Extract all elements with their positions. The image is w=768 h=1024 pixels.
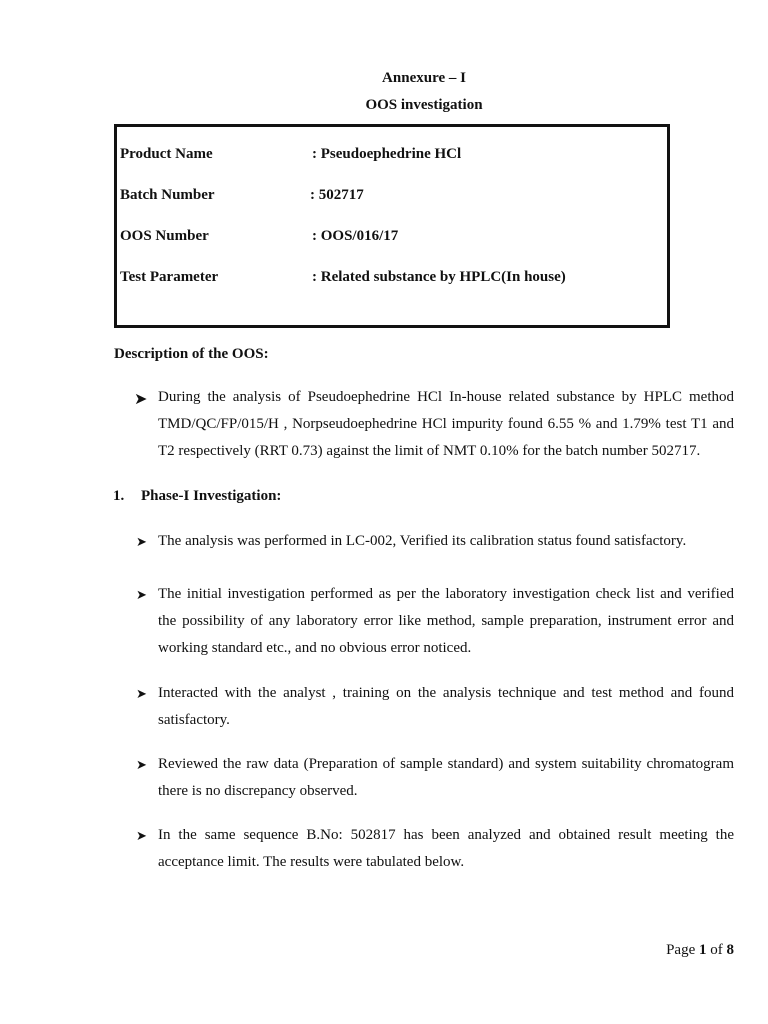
arrow-bullet-icon: ➤ — [134, 391, 148, 408]
phase1-item: Reviewed the raw data (Preparation of sample standard) and system suitability chromatogram there is no discrepancy observed. — [158, 756, 734, 799]
phase1-item: In the same sequence B.No: 502817 has been analyzed and obtained result meeting the acceptance limit. The results were tabulated below. — [158, 827, 734, 870]
oos-number-label: OOS Number — [120, 228, 209, 244]
test-parameter-value: : Related substance by HPLC(In house) — [312, 269, 566, 285]
document-subtitle: OOS investigation — [365, 97, 483, 113]
arrow-bullet-icon: ➤ — [136, 686, 147, 701]
annexure-title: Annexure – I — [382, 70, 466, 86]
phase1-item: Interacted with the analyst , training on the analysis technique and test method and found satisfactory. — [158, 685, 734, 728]
description-heading: Description of the OOS: — [114, 346, 269, 362]
page-current: 1 — [699, 942, 707, 958]
page-prefix: Page — [666, 942, 699, 958]
arrow-bullet-icon: ➤ — [136, 828, 147, 843]
batch-number-label: Batch Number — [120, 187, 215, 203]
test-parameter-label: Test Parameter — [120, 269, 219, 285]
page-number — [666, 942, 734, 959]
product-name-label: Product Name — [120, 146, 213, 162]
page-of: of — [706, 942, 727, 958]
oos-number-value: : OOS/016/17 — [312, 228, 399, 244]
phase1-number: 1. — [113, 488, 125, 504]
product-name-value: : Pseudoephedrine HCl — [312, 146, 462, 162]
phase1-item: The analysis was performed in LC-002, Verified its calibration status found satisfactory. — [158, 533, 687, 549]
description-paragraph: During the analysis of Pseudoephedrine HCl In-house related substance by HPLC method TMD/QC/FP/015/H , Norpseudoephedrine HCl impurity found 6.55 % and 1.79% test T1 and T2 respectively (RRT 0.73) against the limit of NMT 0.10% for the batch number 502717. — [158, 389, 734, 459]
batch-number-value: : 502717 — [310, 187, 364, 203]
arrow-bullet-icon: ➤ — [136, 587, 147, 602]
phase1-item: The initial investigation performed as per the laboratory investigation check list and verified the possibility of any laboratory error like method, sample preparation, instrument error and working standard etc., and no obvious error noticed. — [158, 586, 734, 656]
phase1-heading: Phase-I Investigation: — [141, 488, 282, 504]
arrow-bullet-icon: ➤ — [136, 757, 147, 772]
page-total: 8 — [726, 942, 734, 958]
arrow-bullet-icon: ➤ — [136, 534, 147, 549]
